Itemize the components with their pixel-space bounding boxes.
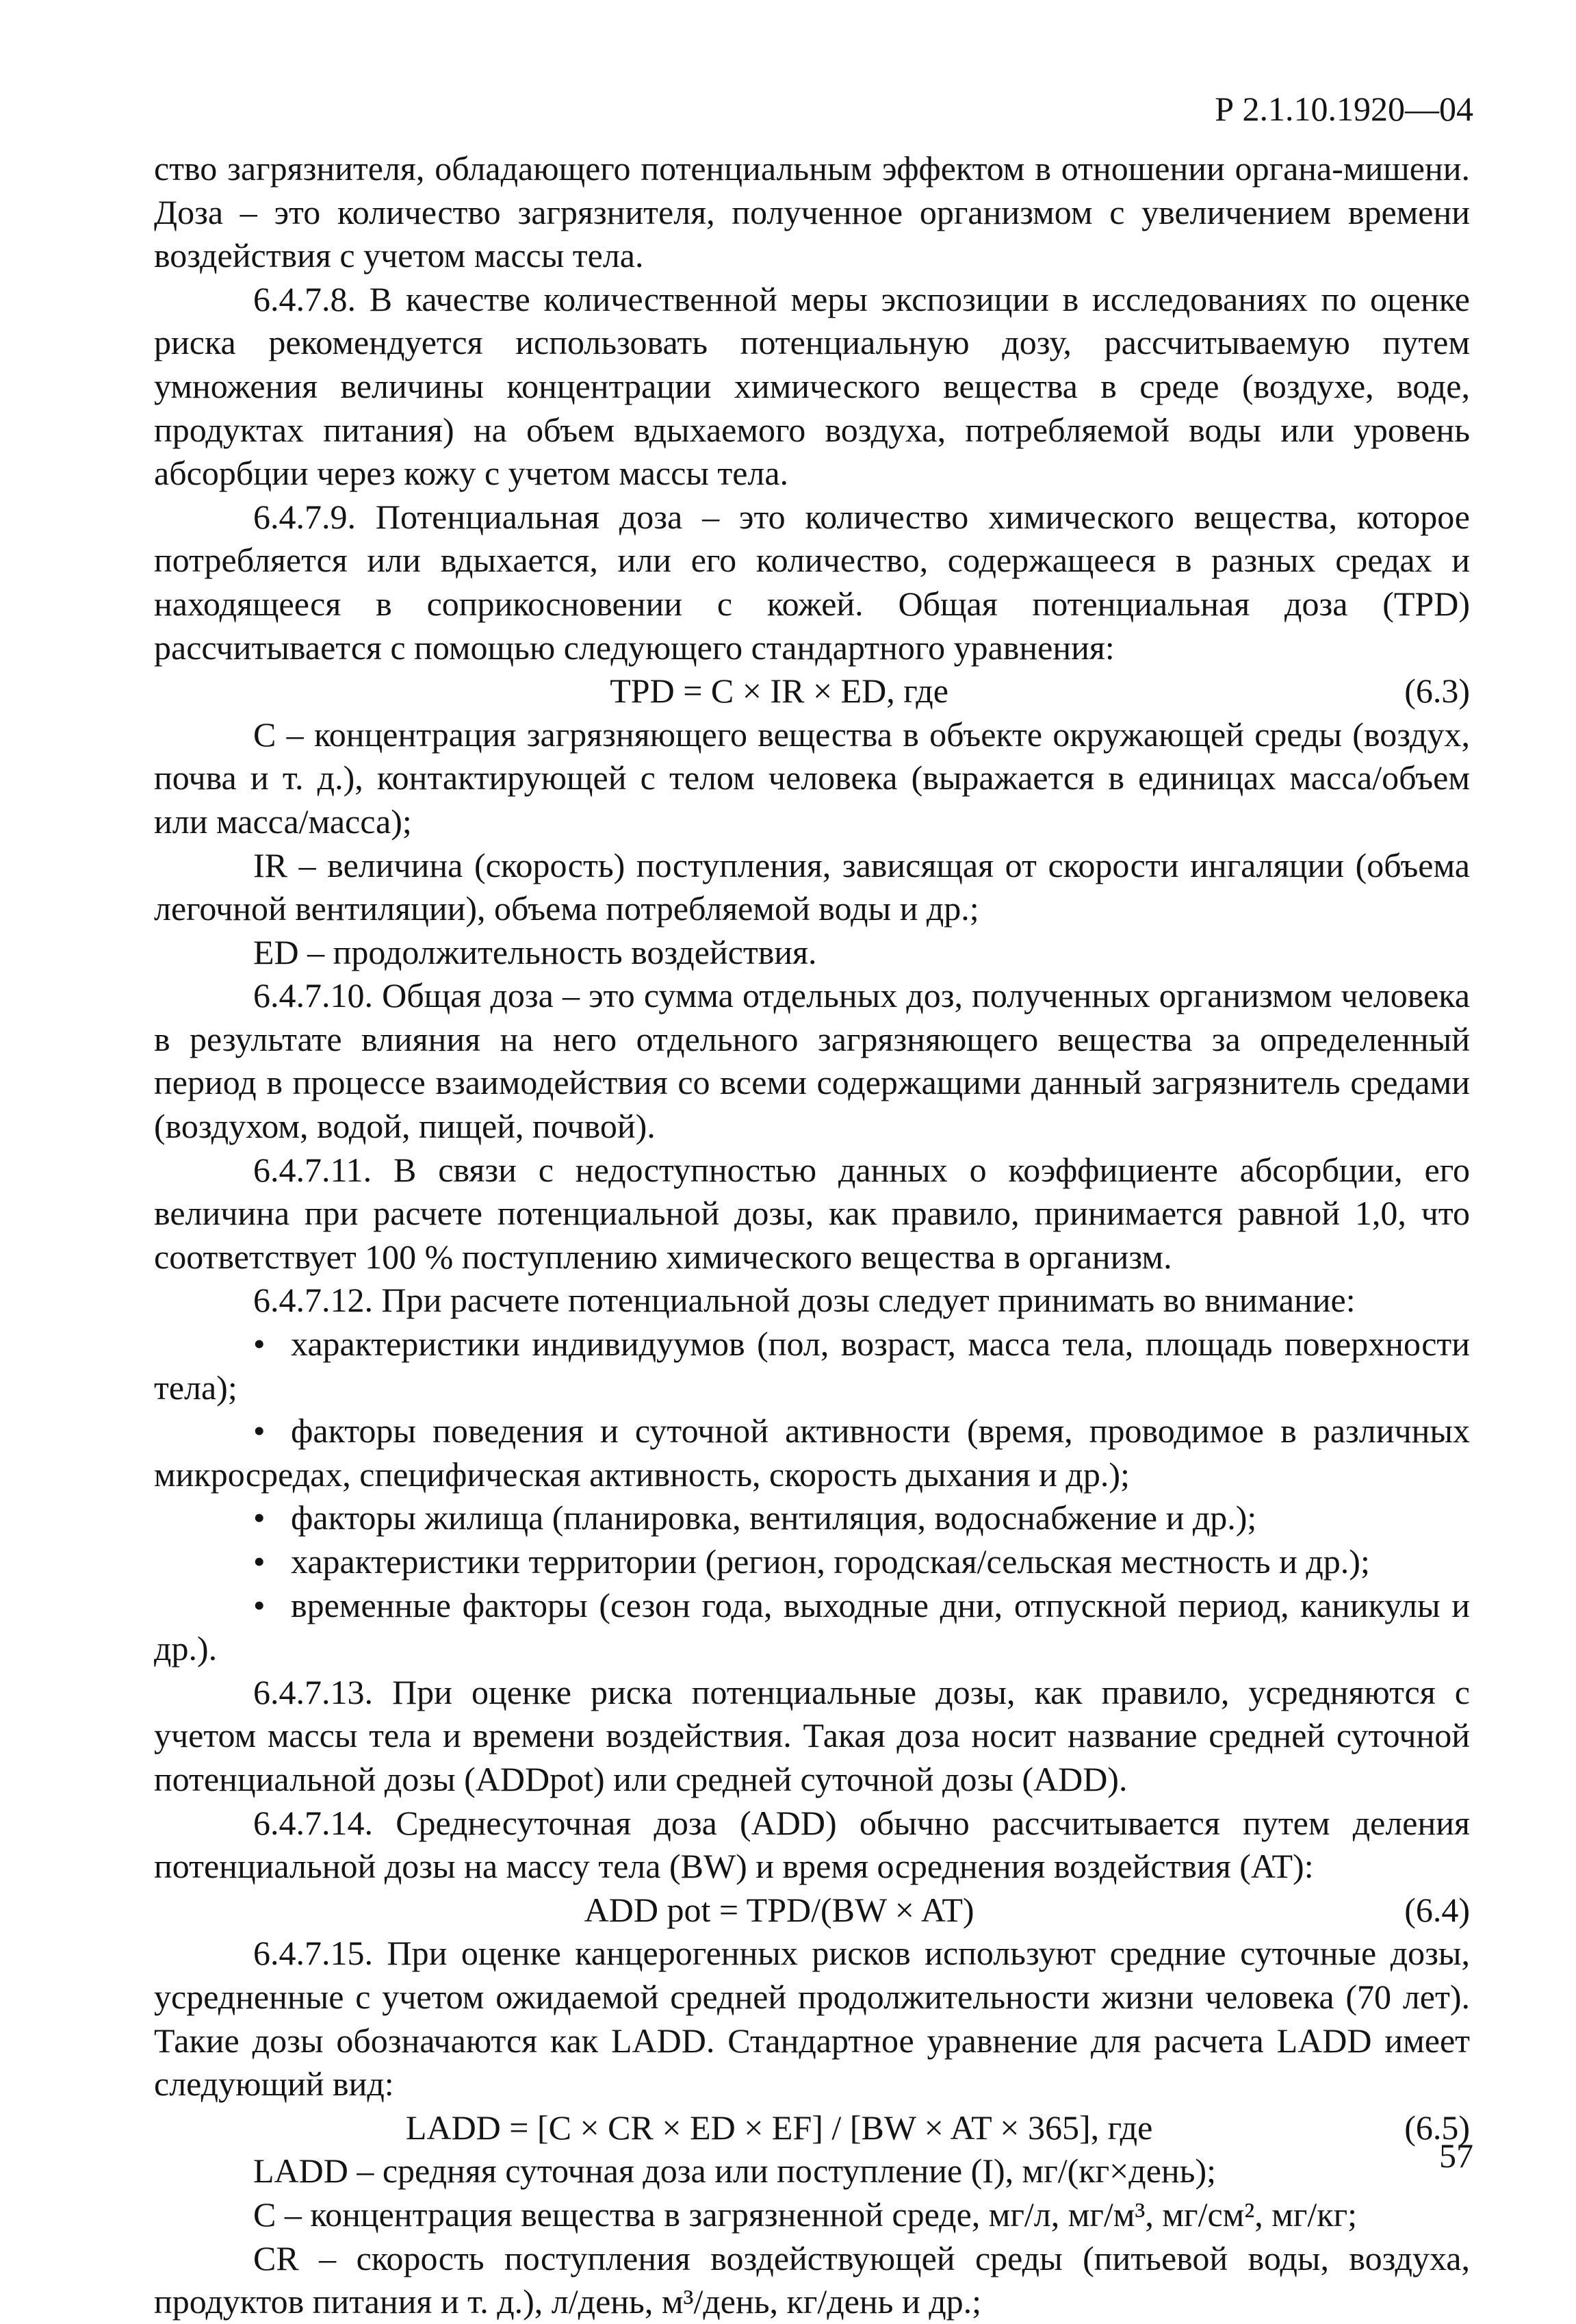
- bullet-icon: •: [253, 1498, 266, 1537]
- list-item: [154, 1323, 1470, 1409]
- bullet-icon: •: [253, 1542, 266, 1581]
- paragraph: ство загрязнителя, обладающего потенциальным эффектом в отношении органа-мишени. Доза – это количество загрязнителя, полученное организмом с увеличением времени воздействия с учетом массы тела.: [154, 149, 1470, 275]
- equation-expression: TPD = C × IR × ED, где: [610, 672, 948, 711]
- list-item: [154, 1409, 1470, 1496]
- list-item-text: характеристики территории (регион, городская/сельская местность и др.);: [291, 1542, 1370, 1581]
- equation-6-5: [154, 2106, 1470, 2150]
- list-item-text: характеристики индивидуумов (пол, возраст, масса тела, площадь поверхности тела);: [154, 1325, 1470, 1407]
- paragraph-6-4-7-9: 6.4.7.9. Потенциальная доза – это количество химического вещества, которое потребляется или вдыхается, или его количество, содержащееся в разных средах и находящееся в соприкосновении с кожей. Общая потенциальная доза (TPD) рассчитывается с помощью следующего стандартного уравнения:: [154, 497, 1470, 667]
- equation-expression: LADD = [C × CR × ED × EF] / [BW × AT × 365], где: [405, 2108, 1153, 2147]
- paragraph-6-4-7-11: 6.4.7.11. В связи с недоступностью данных о коэффициенте абсорбции, его величина при расчете потенциальной дозы, как правило, принимается равной 1,0, что соответствует 100 % поступлению химического вещества в организм.: [154, 1150, 1470, 1276]
- equation-6-3: [154, 669, 1470, 713]
- paragraph-6-4-7-10: 6.4.7.10. Общая доза – это сумма отдельных доз, полученных организмом человека в результате влияния на него отдельного загрязняющего вещества за определенный период в процессе взаимодействия со всеми содержащими данный загрязнитель средами (воздухом, водой, пищей, почвой).: [154, 976, 1470, 1146]
- definition-cr: CR – скорость поступления воздействующей среды (питьевой воды, воздуха, продуктов питания и т. д.), л/день, м³/день, кг/день и др.;: [154, 2238, 1470, 2321]
- list-item: [154, 1540, 1470, 1584]
- bullet-icon: •: [253, 1325, 266, 1364]
- equation-expression: ADD pot = TPD/(BW × AT): [584, 1890, 974, 1929]
- definition-ed: ED – продолжительность воздействия.: [253, 932, 817, 971]
- bullet-icon: •: [253, 1412, 266, 1451]
- definition-c: C – концентрация загрязняющего вещества в объекте окружающей среды (воздух, почва и т. д.), контактирующей с телом человека (выражается в единицах масса/объем или масса/масса);: [154, 715, 1470, 841]
- equation-number: (6.5): [1404, 2108, 1470, 2147]
- equation-number: (6.4): [1404, 1890, 1470, 1929]
- page-number: 57: [1439, 2136, 1473, 2175]
- paragraph-6-4-7-12: 6.4.7.12. При расчете потенциальной дозы следует принимать во внимание:: [253, 1281, 1356, 1320]
- document-code: Р 2.1.10.1920—04: [1215, 90, 1473, 128]
- paragraph-6-4-7-14: 6.4.7.14. Среднесуточная доза (ADD) обычно рассчитывается путем деления потенциальной дозы на массу тела (BW) и время осреднения воздействия (AT):: [154, 1803, 1470, 1886]
- paragraph-6-4-7-13: 6.4.7.13. При оценке риска потенциальные дозы, как правило, усредняются с учетом массы тела и времени воздействия. Такая доза носит название средней суточной потенциальной дозы (ADDpot) или средней суточной дозы (ADD).: [154, 1672, 1470, 1798]
- definition-c-concentration: C – концентрация вещества в загрязненной среде, мг/л, мг/м³, мг/см², мг/кг;: [253, 2195, 1358, 2234]
- list-item-text: временные факторы (сезон года, выходные дни, отпускной период, каникулы и др.).: [154, 1585, 1470, 1668]
- bullet-icon: •: [253, 1585, 266, 1624]
- list-item: [154, 1496, 1470, 1540]
- document-body: [154, 147, 1470, 2324]
- list-item-text: факторы жилища (планировка, вентиляция, водоснабжение и др.);: [291, 1498, 1257, 1537]
- list-item-text: факторы поведения и суточной активности (время, проводимое в различных микросредах, специфическая активность, скорость дыхания и др.);: [154, 1412, 1470, 1494]
- paragraph-6-4-7-8: 6.4.7.8. В качестве количественной меры экспозиции в исследованиях по оценке риска рекомендуется использовать потенциальную дозу, рассчитываемую путем умножения величины концентрации химического вещества в среде (воздухе, воде, продуктах питания) на объем вдыхаемого воздуха, потребляемой воды или уровень абсорбции через кожу с учетом массы тела.: [154, 279, 1470, 493]
- list-item: [154, 1584, 1470, 1671]
- equation-number: (6.3): [1404, 672, 1470, 711]
- equation-6-4: [154, 1889, 1470, 1932]
- paragraph-6-4-7-15: 6.4.7.15. При оценке канцерогенных рисков используют средние суточные дозы, усредненные с учетом ожидаемой средней продолжительности жизни человека (70 лет). Такие дозы обозначаются как LADD. Стандартное уравнение для расчета LADD имеет следующий вид:: [154, 1934, 1470, 2104]
- definition-ir: IR – величина (скорость) поступления, зависящая от скорости ингаляции (объема легочной вентиляции), объема потребляемой воды и др.;: [154, 845, 1470, 928]
- definition-ladd: LADD – средняя суточная доза или поступление (I), мг/(кг×день);: [253, 2151, 1217, 2191]
